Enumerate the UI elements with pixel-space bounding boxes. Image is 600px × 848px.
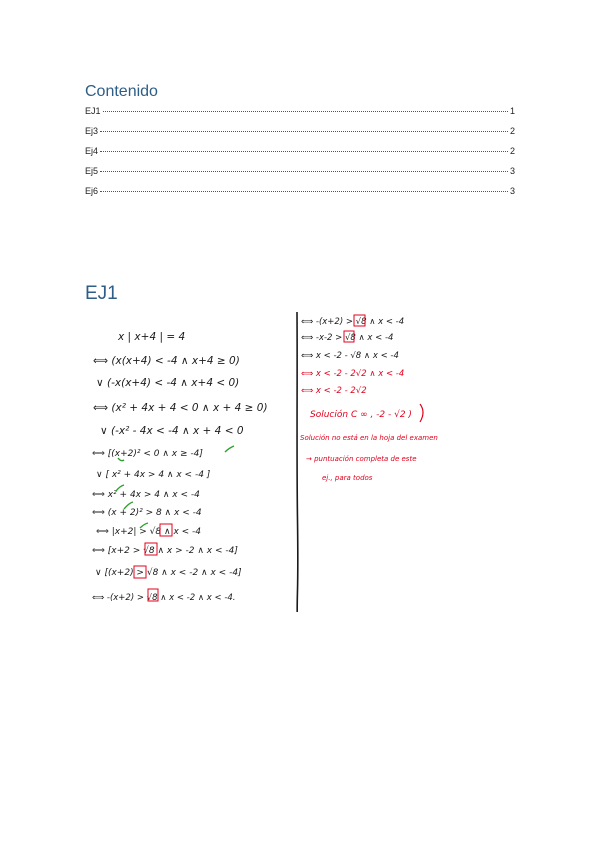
handwritten-divider-line: [297, 312, 298, 612]
right-column-red-handwriting: [300, 369, 438, 482]
hw-line-9: ⟺ (x + 2)² > 8 ∧ x < -4: [92, 508, 202, 518]
hw-red-line-1: ⟺ x < -2 - 2√2 ∧ x < -4: [301, 369, 405, 379]
hw-line-12: ∨ [(x+2) > √8 ∧ x < -2 ∧ x < -4]: [95, 568, 242, 578]
hw-red-line-2: ⟺ x < -2 - 2√2: [301, 386, 367, 396]
toc-entry-label: Ej3: [85, 126, 99, 136]
hw-line-7: ∨ [ x² + 4x > 4 ∧ x < -4 ]: [96, 470, 211, 480]
hw-right-line-2: ⟺ -x-2 > √8 ∧ x < -4: [301, 333, 394, 343]
right-column-black-handwriting: [301, 317, 404, 361]
toc-entry-label: Ej5: [85, 166, 99, 176]
hw-line-8: ⟺ x² + 4x > 4 ∧ x < -4: [92, 490, 200, 500]
toc-entry-page: 3: [509, 186, 515, 196]
toc-entry-label: Ej6: [85, 186, 99, 196]
hw-line-4: ⟺ (x² + 4x + 4 < 0 ∧ x + 4 ≥ 0): [93, 402, 268, 414]
hw-line-2: ⟺ (x(x+4) < -4 ∧ x+4 ≥ 0): [93, 355, 240, 367]
hw-line-6: ⟺ [(x+2)² < 0 ∧ x ≥ -4]: [92, 449, 203, 459]
hw-red-line-6: ej., para todos: [322, 474, 373, 482]
hw-right-line-3: ⟺ x < -2 - √8 ∧ x < -4: [301, 351, 399, 361]
toc-entry-page: 1: [509, 106, 515, 116]
hw-line-10: ⟺ |x+2| > √8 ∧ x < -4: [96, 527, 202, 537]
toc-title: Contenido: [85, 83, 158, 100]
toc-entry-page: 2: [509, 126, 515, 136]
toc-entry-page: 3: [509, 166, 515, 176]
hw-line-5: ∨ (-x² - 4x < -4 ∧ x + 4 < 0: [100, 425, 244, 437]
hw-red-line-5: → puntuación completa de este: [306, 455, 417, 463]
check-mark-icon: [225, 446, 234, 452]
hw-right-line-1: ⟺ -(x+2) > √8 ∧ x < -4: [301, 317, 405, 327]
hw-line-11: ⟺ [x+2 > √8 ∧ x > -2 ∧ x < -4]: [92, 546, 238, 556]
toc-entry-label: EJ1: [85, 106, 101, 116]
left-column-handwriting: [92, 331, 268, 603]
toc-entry-page: 2: [509, 146, 515, 156]
section-heading: EJ1: [85, 283, 118, 304]
hw-line-13: ⟺ -(x+2) > √8 ∧ x < -2 ∧ x < -4.: [92, 593, 236, 603]
hw-red-line-4: Solución no está en la hoja del examen: [300, 434, 438, 442]
hw-red-line-3: Solución C ∞ , -2 - √2 ): [310, 410, 412, 420]
toc-entry-label: Ej4: [85, 146, 99, 156]
hw-line-3: ∨ (-x(x+4) < -4 ∧ x+4 < 0): [96, 377, 240, 389]
hw-line-1: x | x+4 | = 4: [118, 331, 186, 343]
red-closing-bracket: [420, 404, 423, 422]
